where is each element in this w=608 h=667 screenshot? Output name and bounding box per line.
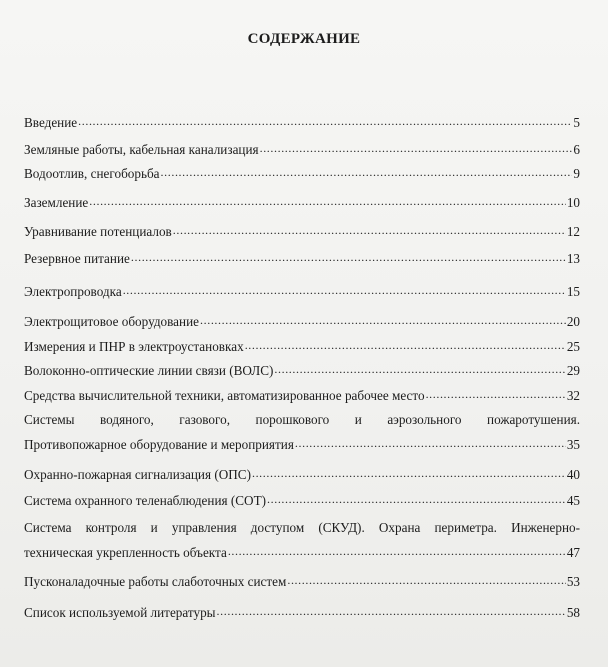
toc-entry-title: Противопожарное оборудование и мероприятия [24,437,294,453]
toc-entry-computing [24,387,580,404]
dot-leader [228,544,566,557]
toc-entry-intro [24,114,580,131]
dot-leader [161,165,573,178]
toc-entry-grounding [24,194,580,211]
toc-page-number: 58 [566,605,580,621]
dot-leader [274,362,565,375]
toc-entry-title: Электрощитовое оборудование [24,314,200,330]
toc-page-number: 12 [566,224,580,240]
toc-entry-title: Охранно-пожарная сигнализация (ОПС) [24,467,251,483]
toc-entry-title: Резервное питание [24,251,130,267]
toc-entry-title-line1: Системы водяного, газового, порошкового и аэрозольного пожаротушения. [24,412,580,427]
toc-page-number: 6 [573,142,580,158]
toc-page-number: 40 [566,467,580,483]
toc-entry-earthworks [24,141,580,158]
dot-leader [426,387,566,400]
toc-page-number: 15 [566,284,580,300]
dot-leader [173,223,566,236]
toc-page-number: 13 [566,251,580,267]
dot-leader [200,313,566,326]
page-title: СОДЕРЖАНИЕ [247,31,361,47]
dot-leader [252,466,566,479]
dot-leader [295,436,566,449]
dot-leader [217,604,566,617]
toc-entry-references [24,604,580,621]
toc-entry-wiring [24,283,580,300]
toc-entry-title: Уравнивание потенциалов [24,224,172,240]
toc-page-number: 25 [566,339,580,355]
toc-entry-title: Электропроводка [24,284,122,300]
toc-page-number: 45 [566,493,580,509]
toc-entry-drainage [24,165,580,182]
toc-page-number: 35 [566,437,580,453]
toc-entry-title: Введение [24,115,78,131]
toc-entry-title: Земляные работы, кабельная канализация [24,142,259,158]
toc-entry-cctv [24,492,580,509]
toc-page-number: 9 [573,166,580,182]
toc-entry-title-line1: Система контроля и управления доступом (СКУД). Охрана периметра. Инженерно- [24,520,580,535]
toc-page-number: 53 [566,574,580,590]
dot-leader [131,250,566,263]
toc-entry-title: Список используемой литературы [24,605,216,621]
toc-entry-switchgear [24,313,580,330]
toc-entry-title: Система охранного теленаблюдения (СОТ) [24,493,267,509]
toc-entry-backup-power [24,250,580,267]
toc-entry-measurements [24,338,580,355]
toc-page-number: 47 [566,545,580,561]
toc-page-number: 29 [566,363,580,379]
toc-entry-fire-suppression [24,412,580,453]
toc-page-number: 32 [566,388,580,404]
toc-entry-commissioning [24,573,580,590]
dot-leader [89,194,566,207]
toc-entry-title: Водоотлив, снегоборьба [24,166,160,182]
toc-page-number: 10 [566,195,580,211]
toc-entry-access-control [24,520,580,561]
dot-leader [267,492,566,505]
dot-leader [245,338,566,351]
toc-entry-title: Измерения и ПНР в электроустановках [24,339,244,355]
toc-entry-title: техническая укрепленность объекта [24,545,227,561]
dot-leader [78,114,572,127]
toc-entry-title: Средства вычислительной техники, автоматизированное рабочее место [24,388,425,404]
dot-leader [260,141,573,154]
toc-entry-fire-alarm [24,466,580,483]
dot-leader [287,573,565,586]
toc-entry-equipotential [24,223,580,240]
toc-entry-title: Волоконно-оптические линии связи (ВОЛС) [24,363,274,379]
toc-page-number: 20 [566,314,580,330]
toc-entry-title: Пусконаладочные работы слаботочных систем [24,574,287,590]
toc-entry-fiber-optic [24,362,580,379]
toc-entry-title: Заземление [24,195,89,211]
toc-page-number: 5 [573,115,580,131]
dot-leader [123,283,566,296]
